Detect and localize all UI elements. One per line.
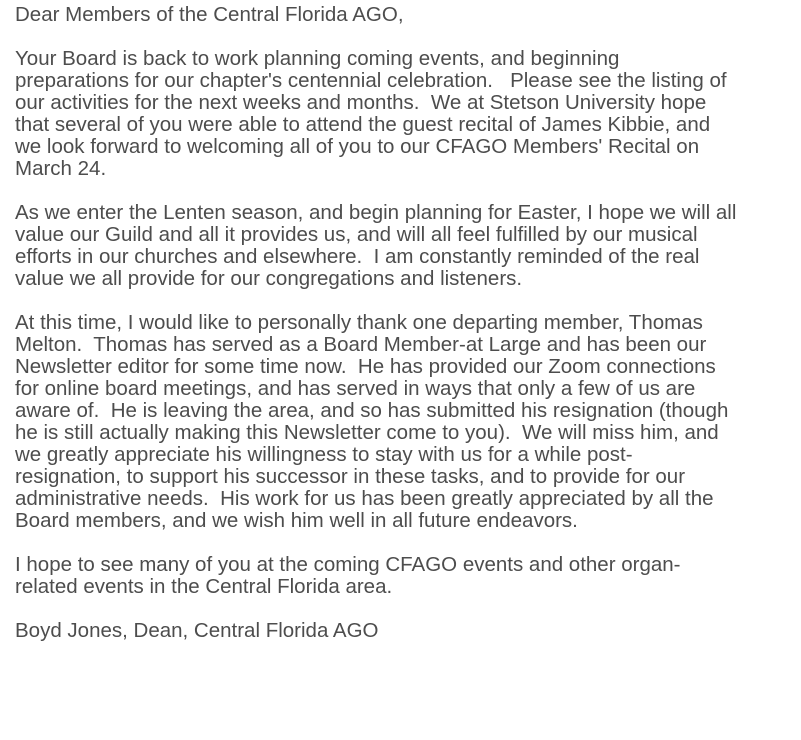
paragraph-gap: [15, 180, 801, 202]
paragraph-line: he is still actually making this Newsletter come to you). We will miss him, and: [15, 421, 719, 444]
paragraph-gap: [15, 532, 801, 554]
paragraph-line: efforts in our churches and elsewhere. I am constantly reminded of the real: [15, 245, 700, 268]
paragraph-thanks-thomas-melton: [15, 312, 801, 532]
paragraph-line: resignation, to support his successor in these tasks, and to provide for our: [15, 465, 686, 488]
paragraph-gap: [15, 26, 801, 48]
paragraph-line: I hope to see many of you at the coming CFAGO events and other organ-: [15, 553, 681, 576]
paragraph-line: we look forward to welcoming all of you to our CFAGO Members' Recital on: [15, 135, 700, 158]
paragraph-line: As we enter the Lenten season, and begin planning for Easter, I hope we will all: [15, 201, 737, 224]
paragraph-line: March 24.: [15, 157, 107, 180]
paragraph-board-update: [15, 48, 801, 180]
paragraph-line: Newsletter editor for some time now. He has provided our Zoom connections: [15, 355, 716, 378]
paragraph-line: Melton. Thomas has served as a Board Member-at Large and has been our: [15, 333, 707, 356]
salutation: Dear Members of the Central Florida AGO,: [15, 3, 404, 26]
paragraph-line: for online board meetings, and has served in ways that only a few of us are: [15, 377, 696, 400]
paragraph-line: preparations for our chapter's centennial celebration. Please see the listing of: [15, 69, 727, 92]
paragraph-line: Board members, and we wish him well in all future endeavors.: [15, 509, 578, 532]
paragraph-gap: [15, 290, 801, 312]
paragraph-line: that several of you were able to attend the guest recital of James Kibbie, and: [15, 113, 711, 136]
signature: Boyd Jones, Dean, Central Florida AGO: [15, 619, 379, 642]
paragraph-line: we greatly appreciate his willingness to stay with us for a while post-: [15, 443, 633, 466]
paragraph-line: related events in the Central Florida area.: [15, 575, 393, 598]
paragraph-line: Your Board is back to work planning coming events, and beginning: [15, 47, 620, 70]
paragraph-line: administrative needs. His work for us has been greatly appreciated by all the: [15, 487, 714, 510]
paragraph-line: value our Guild and all it provides us, and will all feel fulfilled by our musical: [15, 223, 698, 246]
paragraph-closing-hope: [15, 554, 801, 598]
paragraph-line: At this time, I would like to personally thank one departing member, Thomas: [15, 311, 703, 334]
paragraph-line: aware of. He is leaving the area, and so has submitted his resignation (though: [15, 399, 729, 422]
paragraph-line: our activities for the next weeks and months. We at Stetson University hope: [15, 91, 707, 114]
paragraph-gap: [15, 598, 801, 620]
paragraph-lenten-season: [15, 202, 801, 290]
paragraph-line: value we all provide for our congregations and listeners.: [15, 267, 523, 290]
